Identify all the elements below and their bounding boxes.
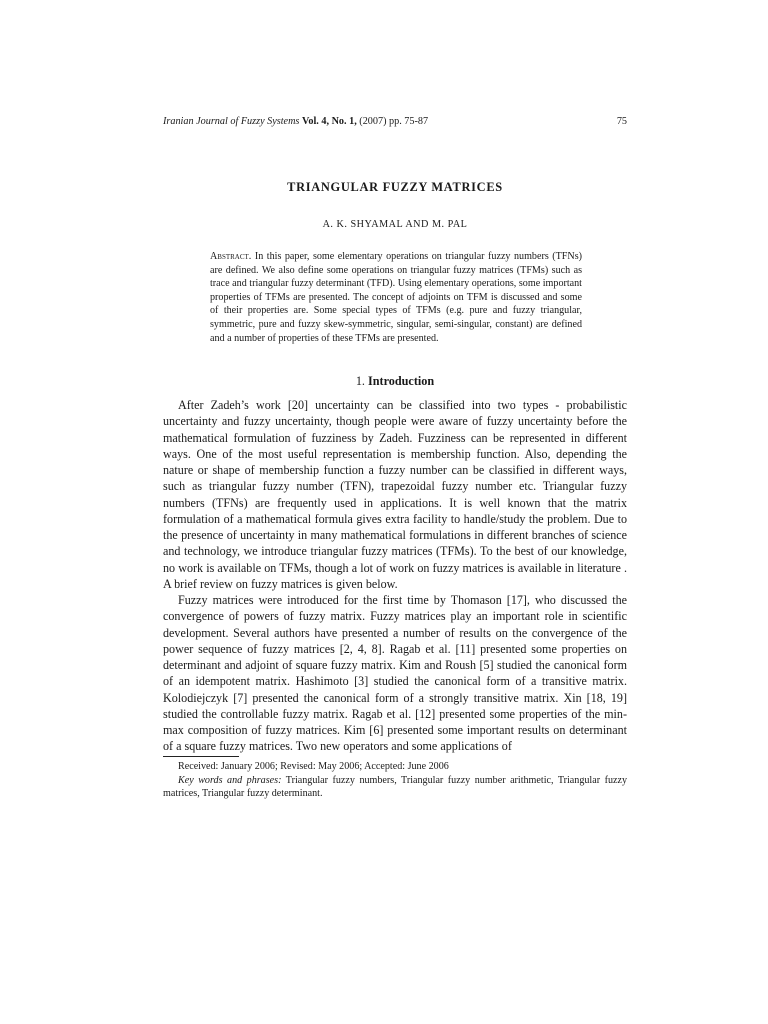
paper-title: TRIANGULAR FUZZY MATRICES — [287, 180, 503, 194]
paper-authors: A. K. SHYAMAL AND M. PAL — [322, 219, 468, 230]
keywords-text: Triangular fuzzy numbers, Triangular fuzzy number arithmetic, Triangular fuzzy matrices, Triangular fuzzy determinant. — [163, 774, 627, 800]
journal-name: Iranian Journal of Fuzzy Systems — [163, 116, 300, 127]
section-heading — [163, 374, 627, 389]
running-header — [163, 116, 627, 128]
section-title: Introduction — [368, 374, 435, 388]
year-pages: (2007) pp. 75-87 — [359, 116, 429, 127]
keywords — [163, 774, 627, 801]
footnote-rule — [163, 756, 239, 757]
volume-issue: Vol. 4, No. 1, — [301, 116, 357, 127]
body-text — [163, 397, 627, 755]
abstract-text: In this paper, some elementary operations on triangular fuzzy numbers (TFNs) are defined. We also define some operations on triangular fuzzy matrices (TFMs) such as trace and triangular fuzzy determinant (TFD). Using elementary operations, some important properties of TFMs are presented. The concept of adjoints on TFM is discussed and some of their properties are. Some special types of TFMs (e.g. pure and fuzzy triangular, symmetric, pure and fuzzy skew-symmetric, singular, semi-singular, constant) are defined and a number of properties of these TFMs are presented. — [210, 251, 582, 344]
keywords-label: Key words and phrases: — [178, 774, 282, 786]
paragraph: Fuzzy matrices were introduced for the first time by Thomason [17], who discussed the convergence of powers of fuzzy matrix. Fuzzy matrices play an important role in scientific development. Several authors have presented a number of results on the convergence of the power sequence of fuzzy matrices [2, 4, 8]. Ragab et al. [11] presented some properties on determinant and adjoint of square fuzzy matrix. Kim and Roush [5] studied the canonical form of an idempotent matrix. Hashimoto [3] studied the canonical form of a transitive matrix. Kolodiejczyk [7] presented the canonical form of a strongly transitive matrix. Xin [18, 19] studied the controllable fuzzy matrix. Ragab et al. [12] presented some properties of the min-max composition of fuzzy matrices. Kim [6] presented some important results on determinant of a square fuzzy matrices. Two new operators and some applications of — [163, 593, 627, 754]
received-dates: Received: January 2006; Revised: May 2006; Accepted: June 2006 — [178, 761, 449, 772]
page-number: 75 — [616, 116, 627, 127]
paragraph: After Zadeh’s work [20] uncertainty can be classified into two types - probabilistic uncertainty and fuzzy uncertainty, though people were aware of fuzzy uncertainty before the mathematical formulation of fuzziness by Zadeh. Fuzziness can be represented in different ways. One of the most useful representation is membership function. Also, depending the nature or shape of membership function a fuzzy number can be classified in different ways, such as triangular fuzzy number (TFN), trapezoidal fuzzy number etc. Triangular fuzzy numbers (TFNs) are frequently used in applications. It is well known that the matrix formulation of a mathematical formula gives extra facility to handle/study the problem. Due to the presence of uncertainty in many mathematical formulations in different branches of science and technology, we introduce triangular fuzzy matrices (TFMs). To the best of our knowledge, no work is available on TFMs, though a lot of work on fuzzy matrices is available in literature . A brief review on fuzzy matrices is given below. — [163, 398, 627, 591]
abstract-label: Abstract. — [210, 251, 252, 262]
section-number: 1. — [355, 374, 365, 388]
footnotes — [163, 760, 627, 801]
abstract — [210, 250, 582, 345]
